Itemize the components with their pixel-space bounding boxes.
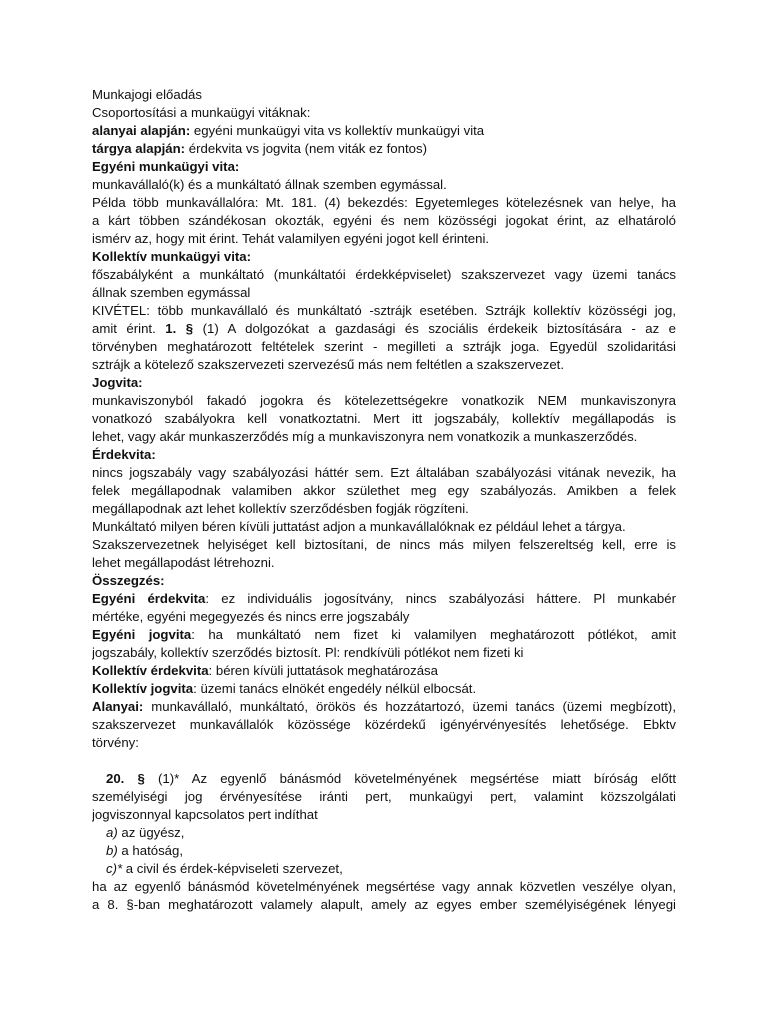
text-run: : üzemi tanács elnökét engedély nélkül elbocsát. (193, 681, 477, 696)
text-run: : ez individuális jogosítvány, nincs szabályozási háttere. Pl munkabér (205, 591, 676, 606)
text-run: egyéni munkaügyi vita vs kollektív munkaügyi vita (190, 123, 485, 138)
heading-text: Egyéni munkaügyi vita: (92, 159, 240, 174)
doc-line: törvény: (92, 735, 139, 750)
text-run: a hatóság, (117, 843, 183, 858)
doc-line: Szakszervezetnek helyiséget kell biztosítani, de nincs más milyen felszereltség kell, erre is (92, 537, 676, 552)
doc-line: mértéke, egyéni megegyezés és nincs erre jogszabály (92, 609, 410, 624)
doc-line: lehet, vagy akár munkaszerződés míg a munkaviszonyra nem vonatkozik a munkaszerződés. (92, 429, 638, 444)
doc-line: nincs jogszabály vagy szabályozási háttér sem. Ezt általában szabályozási vitának nevezik, ha (92, 465, 676, 480)
doc-title: Munkajogi előadás (92, 87, 202, 102)
text-run: (1) A dolgozókat a gazdasági és szociális érdekeik biztosítására - az e (193, 321, 676, 336)
doc-line (92, 140, 676, 158)
doc-line: ha az egyenlő bánásmód követelményének megsértése vagy annak közvetlen veszélye olyan, (92, 879, 676, 894)
bold-term: Egyéni jogvita (92, 627, 192, 642)
heading-text: Érdekvita: (92, 447, 156, 462)
bold-term: Egyéni érdekvita (92, 591, 206, 606)
section-heading (92, 446, 676, 464)
text-run: érdekvita vs jogvita (nem viták ez fontos) (185, 141, 427, 156)
section-heading (92, 248, 676, 266)
doc-line (92, 680, 676, 698)
doc-line: KIVÉTEL: több munkavállaló és munkáltató -sztrájk esetében. Sztrájk kollektív közösségi jog, (92, 303, 676, 318)
text-run: a civil és érdek-képviseleti szervezet, (122, 861, 343, 876)
list-item (92, 824, 676, 842)
doc-line (92, 626, 676, 644)
doc-line: munkavállaló(k) és a munkáltató állnak szemben egymással. (92, 177, 447, 192)
text-run: : béren kívüli juttatások meghatározása (208, 663, 438, 678)
doc-line: Csoportosítási a munkaügyi vitáknak: (92, 105, 311, 120)
heading-text: Jogvita: (92, 375, 143, 390)
doc-line: a kárt többen szándékosan okozták, egyéni és nem közösségi jogokat érint, az elhatároló (92, 213, 676, 228)
bold-term: 1. § (165, 321, 194, 336)
doc-line: főszabályként a munkáltató (munkáltatói érdekképviselet) szakszervezet vagy üzemi tanács (92, 267, 676, 282)
text-run: (1)* Az egyenlő bánásmód követelményének megsértése miatt bíróság előtt (144, 771, 676, 786)
text-run: munkavállaló, munkáltató, örökös és hozzátartozó, üzemi tanács (üzemi megbízott), (143, 699, 676, 714)
bold-term: tárgya alapján: (92, 141, 186, 156)
doc-line: személyiségi jog érvényesítése iránti pert, munkaügyi pert, valamint közszolgálati (92, 789, 676, 804)
doc-line: szakszervezet munkavállalók közössége közérdekű igényérvényesítés lehetősége. Ebktv (92, 717, 676, 732)
doc-line: jogviszonnyal kapcsolatos pert indíthat (92, 807, 318, 822)
doc-line: megállapodnak azt lehet kollektív szerződésben fogják rögzíteni. (92, 501, 469, 516)
heading-text: Kollektív munkaügyi vita: (92, 249, 252, 264)
doc-line: Példa több munkavállalóra: Mt. 181. (4) bekezdés: Egyetemleges kötelezésnek van helye, ha (92, 195, 676, 210)
blank-line (92, 752, 676, 770)
text-run: amit érint. (92, 321, 166, 336)
doc-line (92, 590, 676, 608)
doc-line: a 8. §-ban meghatározott valamely alapult, amely az egyes ember személyiségének lényegi (92, 897, 676, 912)
heading-text: Összegzés: (92, 573, 165, 588)
list-marker: a) (106, 825, 118, 840)
text-run: : ha munkáltató nem fizet ki valamilyen meghatározott pótlékot, amit (191, 627, 676, 642)
law-paragraph (92, 770, 676, 788)
list-marker: c)* (106, 861, 123, 876)
doc-line (92, 662, 676, 680)
section-heading (92, 374, 676, 392)
doc-line: sztrájk a kötelező szakszervezeti szervezésű más nem feltétlen a szakszervezet. (92, 357, 565, 372)
doc-line: lehet megállapodást létrehozni. (92, 555, 275, 570)
doc-line (92, 320, 676, 338)
document-page (92, 86, 676, 914)
list-item (92, 860, 676, 878)
doc-line (92, 122, 676, 140)
doc-line: törvényben meghatározott feltételek szerint - megilleti a sztrájk joga. Egyedül szolidaritási (92, 339, 676, 354)
list-item (92, 842, 676, 860)
text-run: az ügyész, (117, 825, 185, 840)
section-heading (92, 572, 676, 590)
doc-line: Munkáltató milyen béren kívüli juttatást adjon a munkavállalóknak ez például lehet a tárgya. (92, 519, 626, 534)
bold-term: Kollektív jogvita (92, 681, 194, 696)
bold-term: alanyai alapján: (92, 123, 191, 138)
doc-line: felek megállapodnak valamiben akkor születhet meg egy szabályozás. Amikben a felek (92, 483, 676, 498)
doc-line: jogszabály, kollektív szerződés biztosít. Pl: rendkívüli pótlékot nem fizeti ki (92, 645, 524, 660)
doc-line: munkaviszonyból fakadó jogokra és kötelezettségekre vonatkozik NEM munkaviszonyra (92, 393, 676, 408)
list-marker: b) (106, 843, 118, 858)
doc-line: állnak szemben egymással (92, 285, 251, 300)
section-number: 20. § (106, 771, 145, 786)
doc-line: ismérv az, hogy mit érint. Tehát valamilyen egyéni jogot kell érinteni. (92, 231, 490, 246)
doc-line: vonatkozó szabályokra kell vonatkoztatni. Mert itt jogszabály, kollektív megállapodás is (92, 411, 676, 426)
bold-term: Kollektív érdekvita (92, 663, 209, 678)
section-heading (92, 158, 676, 176)
bold-term: Alanyai: (92, 699, 144, 714)
doc-line (92, 698, 676, 716)
